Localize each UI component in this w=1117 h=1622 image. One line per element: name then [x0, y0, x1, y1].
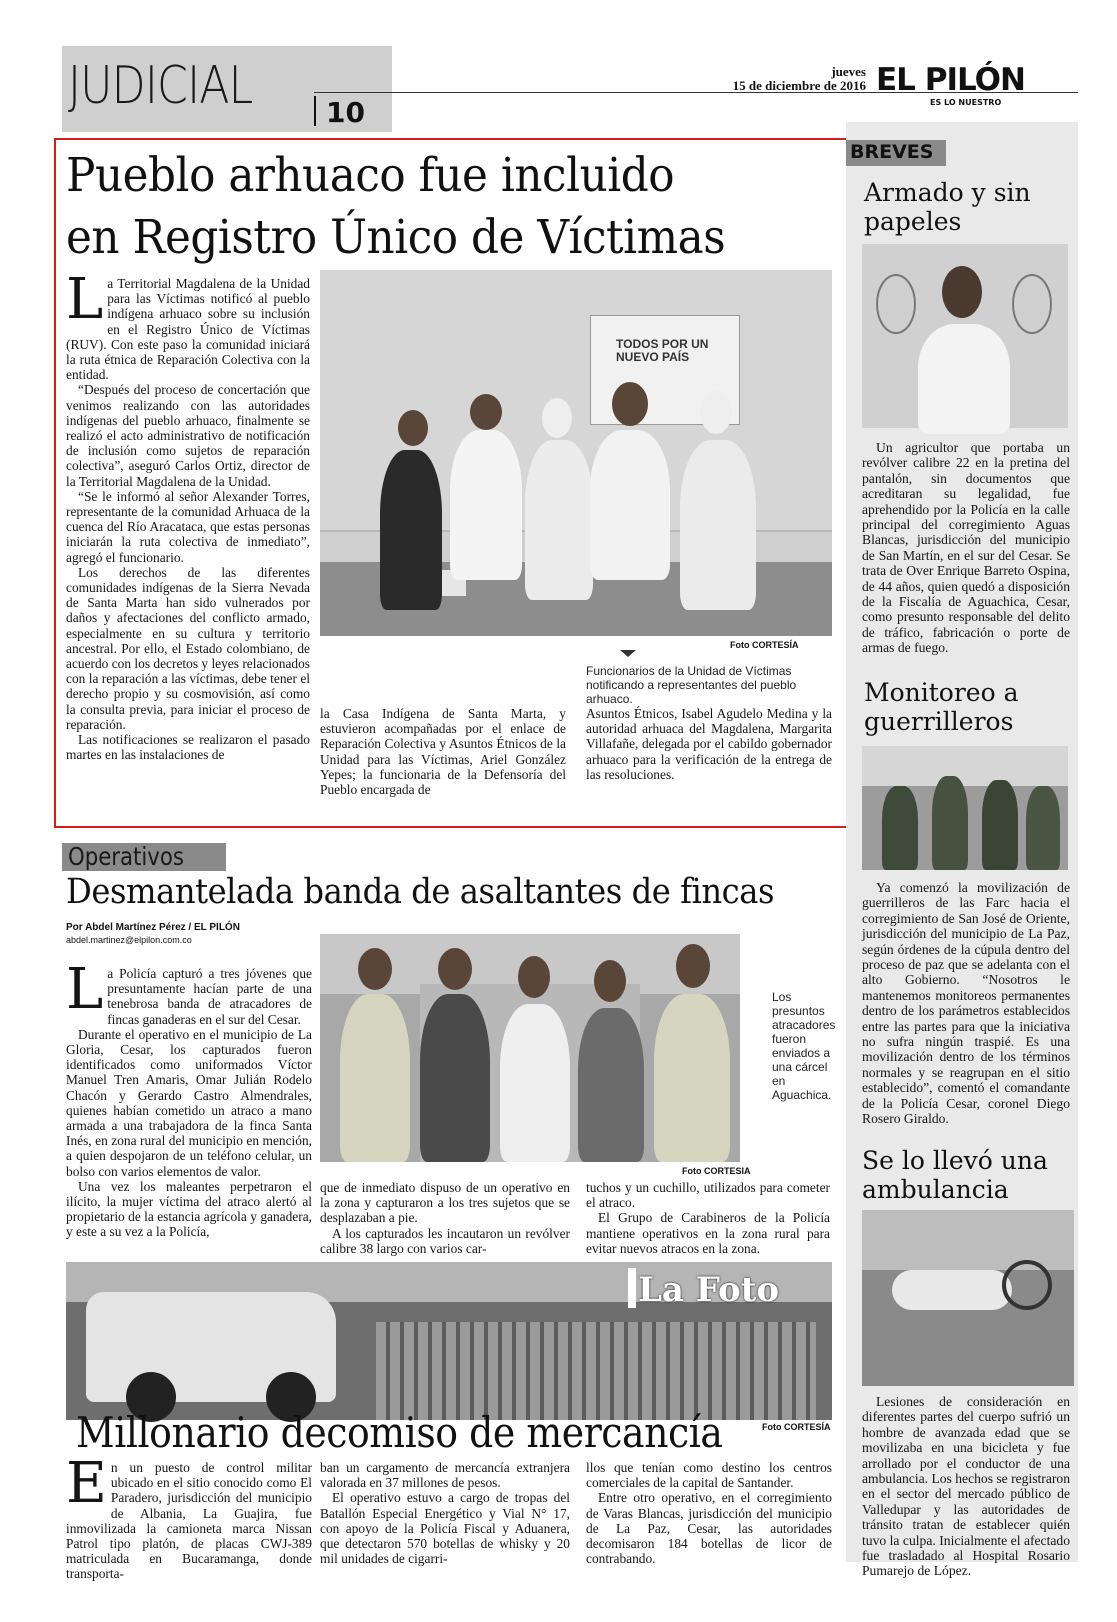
- brief-headline: Armado y sin papeles: [864, 178, 1031, 236]
- brief-photo-accident: [862, 1210, 1074, 1386]
- operativos-paragraph: tuchos y un cuchillo, utilizados para cometer el atraco.: [586, 1180, 830, 1211]
- lead-paragraph: Las notificaciones se realizaron el pasado martes en las instalaciones de: [66, 732, 310, 763]
- la-foto-column-2: [320, 1460, 570, 1566]
- credit-prefix: Foto: [762, 1422, 782, 1432]
- lead-dropcap: L: [66, 267, 104, 332]
- page-number: 10: [326, 96, 365, 129]
- credit-source: CORTESIA: [704, 1166, 751, 1176]
- lead-headline-line2: en Registro Único de Víctimas: [66, 210, 726, 265]
- lead-column-2: la Casa Indígena de Santa Marta, y estuvieron acompañadas por el enlace de Reparación Colectiva y Asuntos Étnicos de la Unidad para las Víctimas, Ariel González Yepes; la funcionaria de la Defensoría del Pueblo encargada de: [320, 706, 566, 798]
- operativos-paragraph: a Policía capturó a tres jóvenes que presuntamente hacían parte de una tenebrosa banda de atracadores de fincas ganaderas en el sur del Cesar.: [107, 966, 312, 1027]
- operativos-column-1: [66, 957, 312, 1248]
- la-foto-tag: La Foto: [638, 1270, 780, 1310]
- operativos-column-3: [586, 1180, 830, 1256]
- lead-paragraph: “Después del proceso de concertación que venimos realizando con las autoridades indígenas del pueblo arhuaco, finalmente se realizó el acto administrativo de notificación de inclusión como sujetos de reparación colectiva”, aseguró Carlos Ortiz, director de la Territorial Magdalena de la Unidad.: [66, 382, 310, 489]
- brief-photo-guerrillas: [862, 746, 1068, 870]
- lead-headline-line1: Pueblo arhuaco fue incluido: [66, 148, 675, 203]
- date-day: jueves: [831, 64, 866, 79]
- lead-paragraph: Los derechos de las diferentes comunidades indígenas de la Sierra Nevada de Santa Marta han sido vulnerados por daños y afectaciones del conflicto armado, especialmente en su cultura y territorio ancestral. Por ello, el Estado colombiano, de acuerdo con los decretos y leyes relacionados con la reparación a las víctimas, debe tener el derecho propio y su cosmovisión, así como la consulta previa, para iniciar el proceso de reparación.: [66, 564, 310, 732]
- banner-sign-text: TODOS POR UN NUEVO PAÍS: [616, 337, 709, 364]
- operativos-paragraph: Una vez los maleantes perpetraron el ilícito, la mujer víctima del atraco alertó al propietario de la estancia agrícola y ganadera, y este a su vez a la Policía,: [66, 1178, 312, 1240]
- operativos-dropcap: L: [66, 957, 104, 1022]
- operativos-email: abdel.martinez@elpilon.com.co: [66, 935, 192, 945]
- credit-source: CORTESÍA: [752, 640, 799, 650]
- brief-photo-armed: [862, 244, 1068, 428]
- breves-label: BREVES: [850, 141, 934, 163]
- page-number-separator: [314, 96, 316, 126]
- la-foto-dropcap: E: [66, 1451, 107, 1516]
- la-foto-credit: [762, 1422, 831, 1432]
- operativos-paragraph: A los capturados les incautaron un revólver calibre 38 largo con varios car-: [320, 1225, 570, 1256]
- operativos-photo: [320, 934, 740, 1162]
- la-foto-paragraph: El operativo estuvo a cargo de tropas del Batallón Especial Energético y Vial N° 17, con apoyo de la Policía Fiscal y Aduanera, que detectaron 570 botellas de whisky y 20 mil unidades de cigarri-: [320, 1490, 570, 1567]
- section-title: JUDICIAL: [68, 56, 253, 116]
- operativos-column-2: [320, 1180, 570, 1256]
- brief-text: Ya comenzó la movilización de guerrilleros de las Farc hacia el corregimiento de San José de Oriente, jurisdicción del municipio de La Paz, según órdenes de la cúpula dentro del proceso de paz que se adelanta con el alto Gobierno. “Nosotros le mantenemos monitoreos permanentes dentro de los parámetros establecidos entre las partes para que la iniciativa no sufra ningún traspié. Es una movilización dentro de los términos normales y se reagrupan en el sitio establecido”, comentó el comandante de la Policía Cesar, coronel Diego Rosero Giraldo.: [862, 880, 1070, 1127]
- la-foto-column-1: [66, 1451, 312, 1582]
- operativos-photo-credit: [682, 1166, 751, 1176]
- la-foto-paragraph: Entre otro operativo, en el corregimiento de Varas Blancas, jurisdicción del municipio de La Paz, Cesar, las autoridades decomisaron 184 botellas de licor de contrabando.: [586, 1490, 832, 1567]
- la-foto-column-3: [586, 1460, 832, 1566]
- lead-column-3: Asuntos Étnicos, Isabel Agudelo Medina y la autoridad arhuaca del Magdalena, Margarita Villafañe, delegada por el cabildo gobernador arhuaco para la verificación de la entrega de las resoluciones.: [586, 706, 832, 782]
- lead-photo-credit: [730, 640, 799, 650]
- credit-prefix: Foto: [682, 1166, 702, 1176]
- lead-photo-caption: Funcionarios de la Unidad de Víctimas notificando a representantes del pueblo arhuaco.: [586, 664, 797, 706]
- operativos-byline: Por Abdel Martínez Pérez / EL PILÓN: [66, 922, 240, 933]
- brief-headline: Se lo llevó una ambulancia: [862, 1146, 1048, 1204]
- operativos-paragraph: El Grupo de Carabineros de la Policía mantiene operativos en la zona rural para evitar nuevos atracos en la zona.: [586, 1210, 830, 1256]
- operativos-paragraph: que de inmediato dispuso de un operativo en la zona y capturaron a los tres sujetos que se desplazaban a pie.: [320, 1180, 570, 1226]
- la-foto-tag-bar: [628, 1268, 636, 1308]
- la-foto-paragraph: ban un cargamento de mercancía extranjera valorada en 37 millones de pesos.: [320, 1460, 570, 1491]
- operativos-label: Operativos: [68, 842, 184, 871]
- logo-tagline: ES LO NUESTRO: [930, 98, 1002, 107]
- lead-photo: [320, 270, 832, 636]
- la-foto-paragraph: llos que tenían como destino los centros comerciales de la capital de Santander.: [586, 1460, 832, 1491]
- operativos-headline: Desmantelada banda de asaltantes de fincas: [66, 872, 775, 912]
- date-full: 15 de diciembre de 2016: [732, 78, 866, 93]
- newspaper-logo: EL PILÓN: [876, 62, 1025, 98]
- brief-headline: Monitoreo a guerrilleros: [864, 678, 1019, 736]
- credit-prefix: Foto: [730, 640, 750, 650]
- seized-boxes: [376, 1322, 816, 1420]
- caption-pointer-icon: [620, 650, 636, 657]
- operativos-photo-caption: Los presuntos atracadores fueron enviados a una cárcel en Aguachica.: [772, 990, 836, 1102]
- credit-source: CORTESÍA: [784, 1422, 831, 1432]
- la-foto-headline: Millonario decomiso de mercancía: [76, 1408, 723, 1457]
- lead-paragraph: “Se le informó al señor Alexander Torres, representante de la comunidad Arhuaca de la cuenca del Río Aracataca, que estas personas iniciarán la ruta colectiva de inmediato”, agregó el funcionario.: [66, 488, 310, 565]
- lead-paragraph: a Territorial Magdalena de la Unidad para las Víctimas notificó al pueblo indígena arhuaco sobre su inclusión en el Registro Único de Víctimas (RUV). Con este paso la comunidad iniciará la ruta étnica de Reparación Colectiva con la entidad.: [66, 276, 310, 383]
- brief-text: Un agricultor que portaba un revólver calibre 22 en la pretina del pantalón, sin documentos que acreditaran su legalidad, fue aprehendido por la Policía en la calle principal del corregimiento Aguas Blancas, jurisdicción del municipio de San Martín, en el sur del Cesar. Se trata de Over Enrique Barreto Ospina, de 44 años, quien quedó a disposición de la Fiscalía de Aguachica, Cesar, como presunto responsable del delito de tráfico, fabricación o porte de armas de fuego.: [862, 440, 1070, 656]
- lead-column-1: [66, 267, 310, 816]
- brief-text: Lesiones de consideración en diferentes partes del cuerpo sufrió un hombre de avanzada edad que se movilizaba en una bicicleta y fue arrollado por el conductor de una ambulancia. Los hechos se registraron en el sector del mercado público de Valledupar y las autoridades de tránsito tratan de establecer quién tuvo la culpa. Inicialmente el afectado fue trasladado al Hospital Rosario Pumarejo de López.: [862, 1394, 1070, 1579]
- operativos-paragraph: Durante el operativo en el municipio de La Gloria, Cesar, los capturados fueron identificados como uniformados Víctor Manuel Tren Amaris, Omar Julián Rodelo Chacón y Gerardo Castro Almendrales, quienes habían cometido un atraco a mano armada a una trabajadora de la finca Santa Inés, en zona rural del municipio en mención, a quien despojaron de un teléfono celular, un bolso con varios elementos de valor.: [66, 1026, 312, 1179]
- la-foto-paragraph: n un puesto de control militar ubicado en el sitio conocido como El Paradero, jurisdicción del municipio de Albania, La Guajira, fue inmovilizada la camioneta marca Nissan Patrol tipo platón, de placas CWJ-389 matriculada en Bucaramanga, donde transporta-: [66, 1460, 312, 1582]
